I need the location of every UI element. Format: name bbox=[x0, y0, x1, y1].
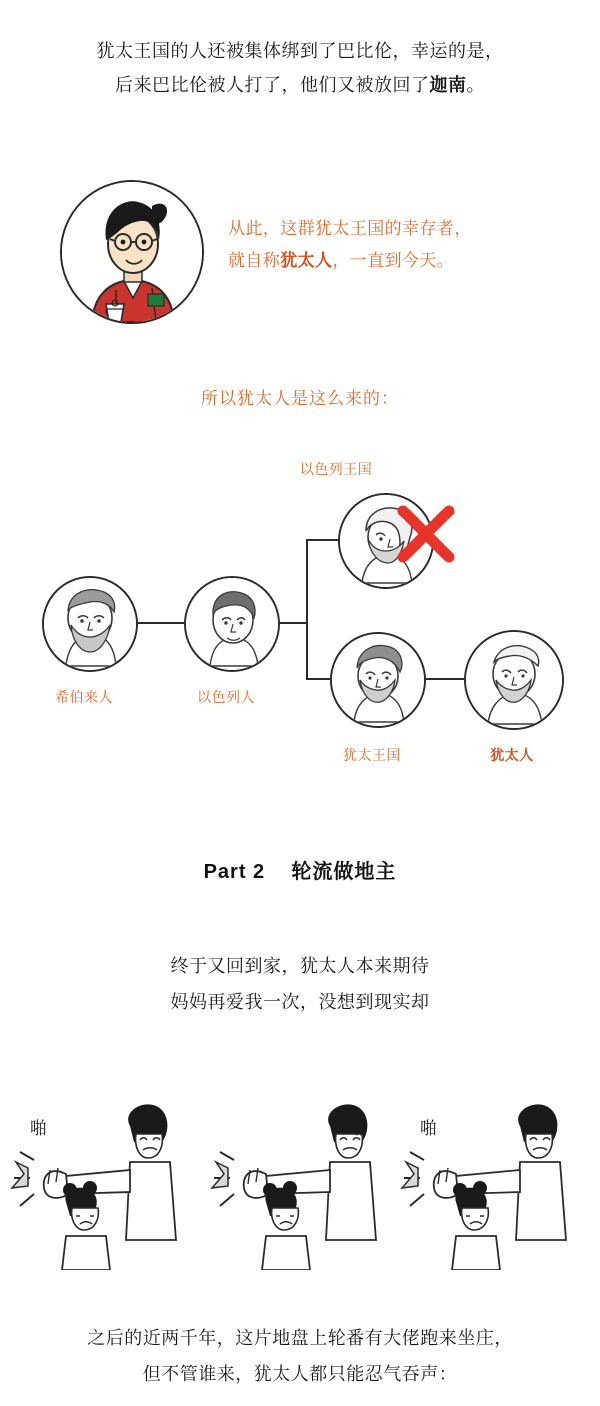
intro-paragraph bbox=[0, 34, 600, 102]
leadin-text: 所以犹太人是这么来的： bbox=[201, 389, 399, 408]
part-number: Part 2 bbox=[203, 861, 266, 883]
sfx-slap-2: 啪 bbox=[350, 1119, 367, 1138]
quote-line-1: 从此，这群犹太王国的幸存者， bbox=[228, 219, 472, 238]
intro-line-1: 犹太王国的人还被集体绑到了巴比伦，幸运的是， bbox=[96, 41, 504, 61]
slap-panel-3 bbox=[400, 1090, 600, 1270]
intro-line-2-text: 后来巴比伦被人打了，他们又被放回了 bbox=[115, 75, 430, 95]
tree-node-israelites bbox=[184, 576, 280, 672]
connector-vertical-split bbox=[306, 540, 308, 680]
connector-israelite-stem bbox=[276, 622, 308, 624]
bottom-paragraph bbox=[0, 1320, 600, 1392]
connector-to-israel-kingdom bbox=[306, 539, 338, 541]
connector-judah-to-jews bbox=[422, 678, 464, 680]
intro-line-2-tail: 。 bbox=[466, 75, 485, 95]
quote-line-2-head: 就自称 bbox=[228, 251, 281, 270]
quote-line-2-tail: ，一直到今天。 bbox=[332, 251, 455, 270]
slap-panel-2 bbox=[210, 1090, 410, 1270]
bearded-man-portrait bbox=[44, 578, 136, 670]
bottom-line-2: 但不管谁来，犹太人都只能忍气吞声： bbox=[142, 1364, 458, 1384]
slap-comic-strip bbox=[0, 1090, 600, 1270]
avatar-illustration bbox=[62, 182, 202, 322]
quote-block bbox=[0, 180, 600, 330]
bottom-line-1: 之后的近两千年，这片地盘上轮番有大佬跑来坐庄， bbox=[87, 1328, 513, 1348]
tree-node-judah-kingdom bbox=[330, 632, 426, 728]
lineage-diagram bbox=[0, 455, 600, 795]
part-title bbox=[0, 855, 600, 884]
tree-label-hebrews: 希伯来人 bbox=[55, 689, 113, 705]
tree-label-israel-kingdom: 以色列王国 bbox=[299, 461, 373, 477]
turban-man-portrait bbox=[332, 634, 424, 726]
cartoon-man-avatar bbox=[60, 180, 204, 324]
mid-line-1: 终于又回到家，犹太人本来期待 bbox=[170, 956, 430, 976]
curly-hair-man-portrait bbox=[186, 578, 278, 670]
tree-label-jews: 犹太人 bbox=[490, 747, 534, 763]
mid-paragraph bbox=[0, 948, 600, 1020]
slap-illustration-2 bbox=[210, 1090, 410, 1270]
tree-label-israelites: 以色列人 bbox=[197, 689, 255, 705]
tree-node-jews bbox=[464, 630, 564, 730]
part-heading: 轮流做地主 bbox=[291, 861, 397, 883]
intro-line-2 bbox=[0, 68, 600, 102]
mid-line-2: 妈妈再爱我一次，没想到现实却 bbox=[170, 992, 430, 1012]
quote-text bbox=[228, 213, 568, 277]
intro-keyword-canaan: 迦南 bbox=[429, 75, 467, 95]
tree-node-hebrews bbox=[42, 576, 138, 672]
tree-label-judah-kingdom: 犹太王国 bbox=[343, 747, 401, 763]
quote-line-2 bbox=[228, 245, 568, 277]
sfx-slap-3: 啪 bbox=[420, 1119, 437, 1138]
quote-keyword-jews: 犹太人 bbox=[280, 251, 333, 270]
slap-panel-1 bbox=[10, 1090, 210, 1270]
red-x-mark bbox=[396, 503, 456, 563]
jewish-man-portrait bbox=[466, 632, 562, 728]
connector-hebrew-to-israelite bbox=[136, 622, 184, 624]
sfx-slap-1: 啪 bbox=[30, 1119, 47, 1138]
